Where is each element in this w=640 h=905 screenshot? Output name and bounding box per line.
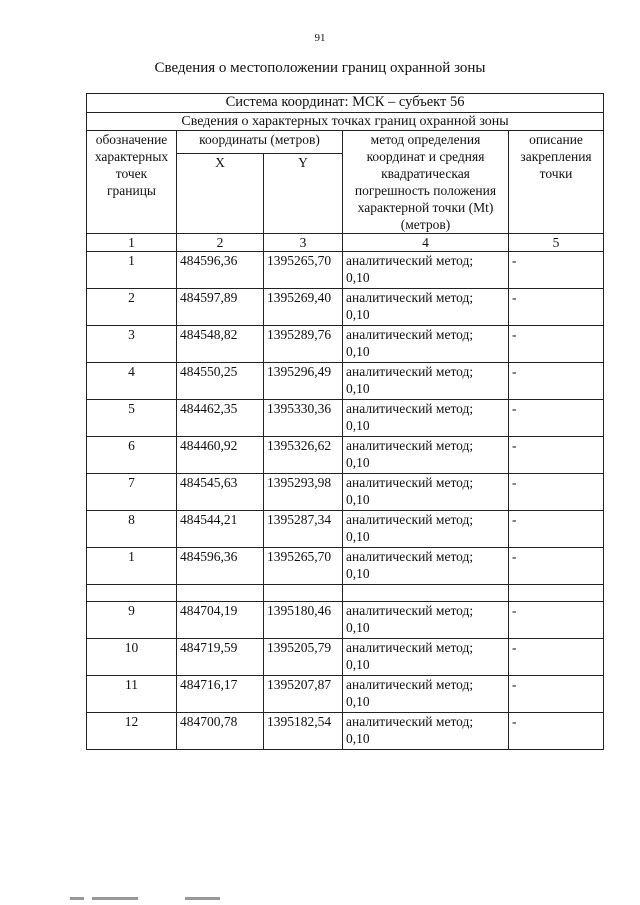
y-coordinate-cell: 1395182,54: [264, 713, 343, 750]
y-coordinate-cell: 1395265,70: [264, 548, 343, 585]
table-row: [87, 363, 604, 400]
x-coordinate-cell: 484597,89: [177, 289, 264, 326]
method-cell: аналитический метод; 0,10: [343, 639, 509, 676]
table-row: [87, 548, 604, 585]
y-coordinate-cell: 1395326,62: [264, 437, 343, 474]
y-coordinate-cell: 1395330,36: [264, 400, 343, 437]
x-coordinate-cell: 484716,17: [177, 676, 264, 713]
section-header: Сведения о характерных точках границ охранной зоны: [87, 113, 604, 131]
table-row: [87, 713, 604, 750]
table-row: [87, 326, 604, 363]
table-row: [87, 676, 604, 713]
method-cell: аналитический метод; 0,10: [343, 676, 509, 713]
method-cell: аналитический метод; 0,10: [343, 326, 509, 363]
table-row: [87, 252, 604, 289]
point-number-cell: 1: [87, 548, 177, 585]
x-coordinate-cell: 484544,21: [177, 511, 264, 548]
y-coordinate-cell: 1395293,98: [264, 474, 343, 511]
y-coordinate-cell: 1395296,49: [264, 363, 343, 400]
column-number-row: [87, 234, 604, 252]
boundary-points-table: [86, 93, 604, 750]
header-coordinates: координаты (метров): [177, 131, 343, 154]
point-number-cell: 9: [87, 602, 177, 639]
x-coordinate-cell: 484596,36: [177, 252, 264, 289]
header-description: описание закрепления точки: [509, 131, 604, 234]
point-number-cell: 12: [87, 713, 177, 750]
description-cell: -: [509, 252, 604, 289]
point-number-cell: 10: [87, 639, 177, 676]
column-number: 2: [177, 234, 264, 252]
method-cell: аналитический метод; 0,10: [343, 474, 509, 511]
description-cell: -: [509, 676, 604, 713]
description-cell: -: [509, 437, 604, 474]
point-number-cell: 2: [87, 289, 177, 326]
column-number: 5: [509, 234, 604, 252]
point-number-cell: 3: [87, 326, 177, 363]
x-coordinate-cell: 484700,78: [177, 713, 264, 750]
x-coordinate-cell: 484704,19: [177, 602, 264, 639]
y-coordinate-cell: 1395205,79: [264, 639, 343, 676]
y-coordinate-cell: 1395289,76: [264, 326, 343, 363]
description-cell: -: [509, 400, 604, 437]
x-coordinate-cell: 484545,63: [177, 474, 264, 511]
description-cell: -: [509, 639, 604, 676]
description-cell: -: [509, 326, 604, 363]
y-coordinate-cell: 1395287,34: [264, 511, 343, 548]
header-method: метод определения координат и средняя квадратическая погрешность положения характерной точки (Mt) (метров): [343, 131, 509, 234]
y-coordinate-cell: 1395180,46: [264, 602, 343, 639]
method-cell: аналитический метод; 0,10: [343, 400, 509, 437]
table-row: [87, 400, 604, 437]
y-coordinate-cell: 1395207,87: [264, 676, 343, 713]
method-cell: аналитический метод; 0,10: [343, 713, 509, 750]
point-number-cell: 6: [87, 437, 177, 474]
y-coordinate-cell: 1395269,40: [264, 289, 343, 326]
x-coordinate-cell: 484462,35: [177, 400, 264, 437]
y-coordinate-cell: 1395265,70: [264, 252, 343, 289]
point-number-cell: 11: [87, 676, 177, 713]
page-number: 91: [314, 32, 326, 44]
description-cell: -: [509, 363, 604, 400]
empty-cell: [343, 585, 509, 602]
x-coordinate-cell: 484460,92: [177, 437, 264, 474]
table-row: [87, 511, 604, 548]
method-cell: аналитический метод; 0,10: [343, 437, 509, 474]
document-title: Сведения о местоположении границ охранной зоны: [154, 60, 486, 76]
description-cell: -: [509, 511, 604, 548]
table-row: [87, 602, 604, 639]
description-cell: -: [509, 474, 604, 511]
footer-mark: [185, 897, 220, 900]
empty-cell: [177, 585, 264, 602]
table-row: [87, 289, 604, 326]
header-x: X: [177, 154, 264, 234]
description-cell: -: [509, 289, 604, 326]
footer-mark: [70, 897, 84, 900]
x-coordinate-cell: 484596,36: [177, 548, 264, 585]
description-cell: -: [509, 548, 604, 585]
point-number-cell: 4: [87, 363, 177, 400]
empty-cell: [509, 585, 604, 602]
method-cell: аналитический метод; 0,10: [343, 511, 509, 548]
x-coordinate-cell: 484550,25: [177, 363, 264, 400]
method-cell: аналитический метод; 0,10: [343, 548, 509, 585]
empty-cell: [87, 585, 177, 602]
column-number: 3: [264, 234, 343, 252]
x-coordinate-cell: 484548,82: [177, 326, 264, 363]
footer-mark: [92, 897, 138, 900]
point-number-cell: 1: [87, 252, 177, 289]
table-row: [87, 437, 604, 474]
separator-row: [87, 585, 604, 602]
header-point-designation: обозначение характерных точек границы: [87, 131, 177, 234]
column-number: 1: [87, 234, 177, 252]
table-row: [87, 639, 604, 676]
method-cell: аналитический метод; 0,10: [343, 252, 509, 289]
point-number-cell: 7: [87, 474, 177, 511]
empty-cell: [264, 585, 343, 602]
point-number-cell: 8: [87, 511, 177, 548]
header-y: Y: [264, 154, 343, 234]
coordinate-system-header: Система координат: МСК – субъект 56: [87, 94, 604, 113]
description-cell: -: [509, 713, 604, 750]
x-coordinate-cell: 484719,59: [177, 639, 264, 676]
method-cell: аналитический метод; 0,10: [343, 363, 509, 400]
table-row: [87, 474, 604, 511]
method-cell: аналитический метод; 0,10: [343, 289, 509, 326]
column-number: 4: [343, 234, 509, 252]
description-cell: -: [509, 602, 604, 639]
method-cell: аналитический метод; 0,10: [343, 602, 509, 639]
point-number-cell: 5: [87, 400, 177, 437]
